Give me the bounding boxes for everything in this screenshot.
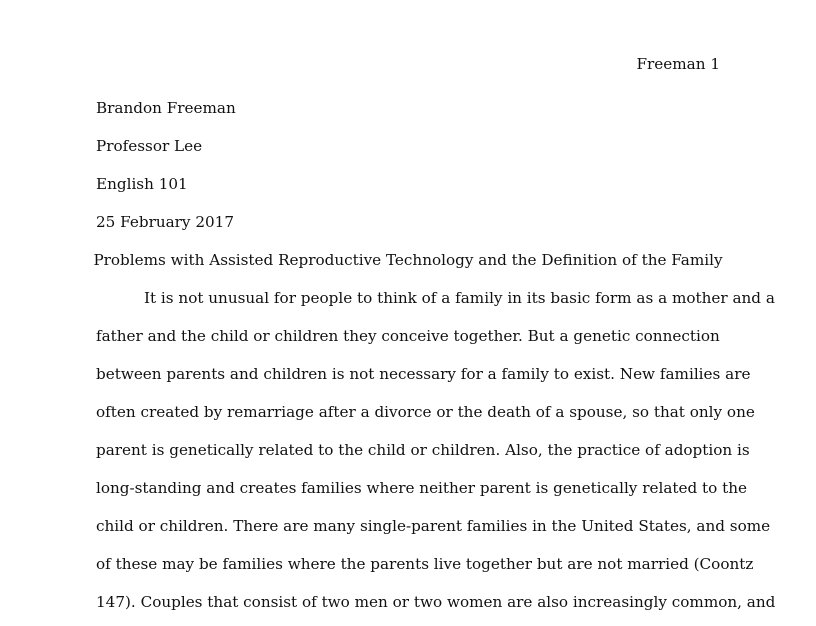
body-line: long-standing and creates families where neither parent is genetically related to the (96, 479, 747, 497)
paper-date: 25 February 2017 (96, 213, 234, 231)
body-line: 147). Couples that consist of two men or two women are also increasingly common, and (96, 593, 776, 611)
course-name: English 101 (96, 175, 188, 193)
body-line: of these may be families where the parents live together but are not married (Coontz (96, 555, 754, 573)
running-head: Freeman 1 (636, 55, 720, 73)
body-line: child or children. There are many single-parent families in the United States, and some (96, 517, 771, 535)
body-line: between parents and children is not necessary for a family to exist. New families are (96, 365, 751, 383)
instructor-name: Professor Lee (96, 137, 203, 155)
paper-title: Problems with Assisted Reproductive Technology and the Definition of the Family (93, 251, 723, 269)
body-line: parent is genetically related to the child or children. Also, the practice of adoption is (96, 441, 750, 459)
body-line: father and the child or children they conceive together. But a genetic connection (96, 327, 720, 345)
student-name: Brandon Freeman (96, 99, 236, 117)
body-line: It is not unusual for people to think of a family in its basic form as a mother and a (144, 289, 775, 307)
body-line: often created by remarriage after a divorce or the death of a spouse, so that only one (96, 403, 755, 421)
